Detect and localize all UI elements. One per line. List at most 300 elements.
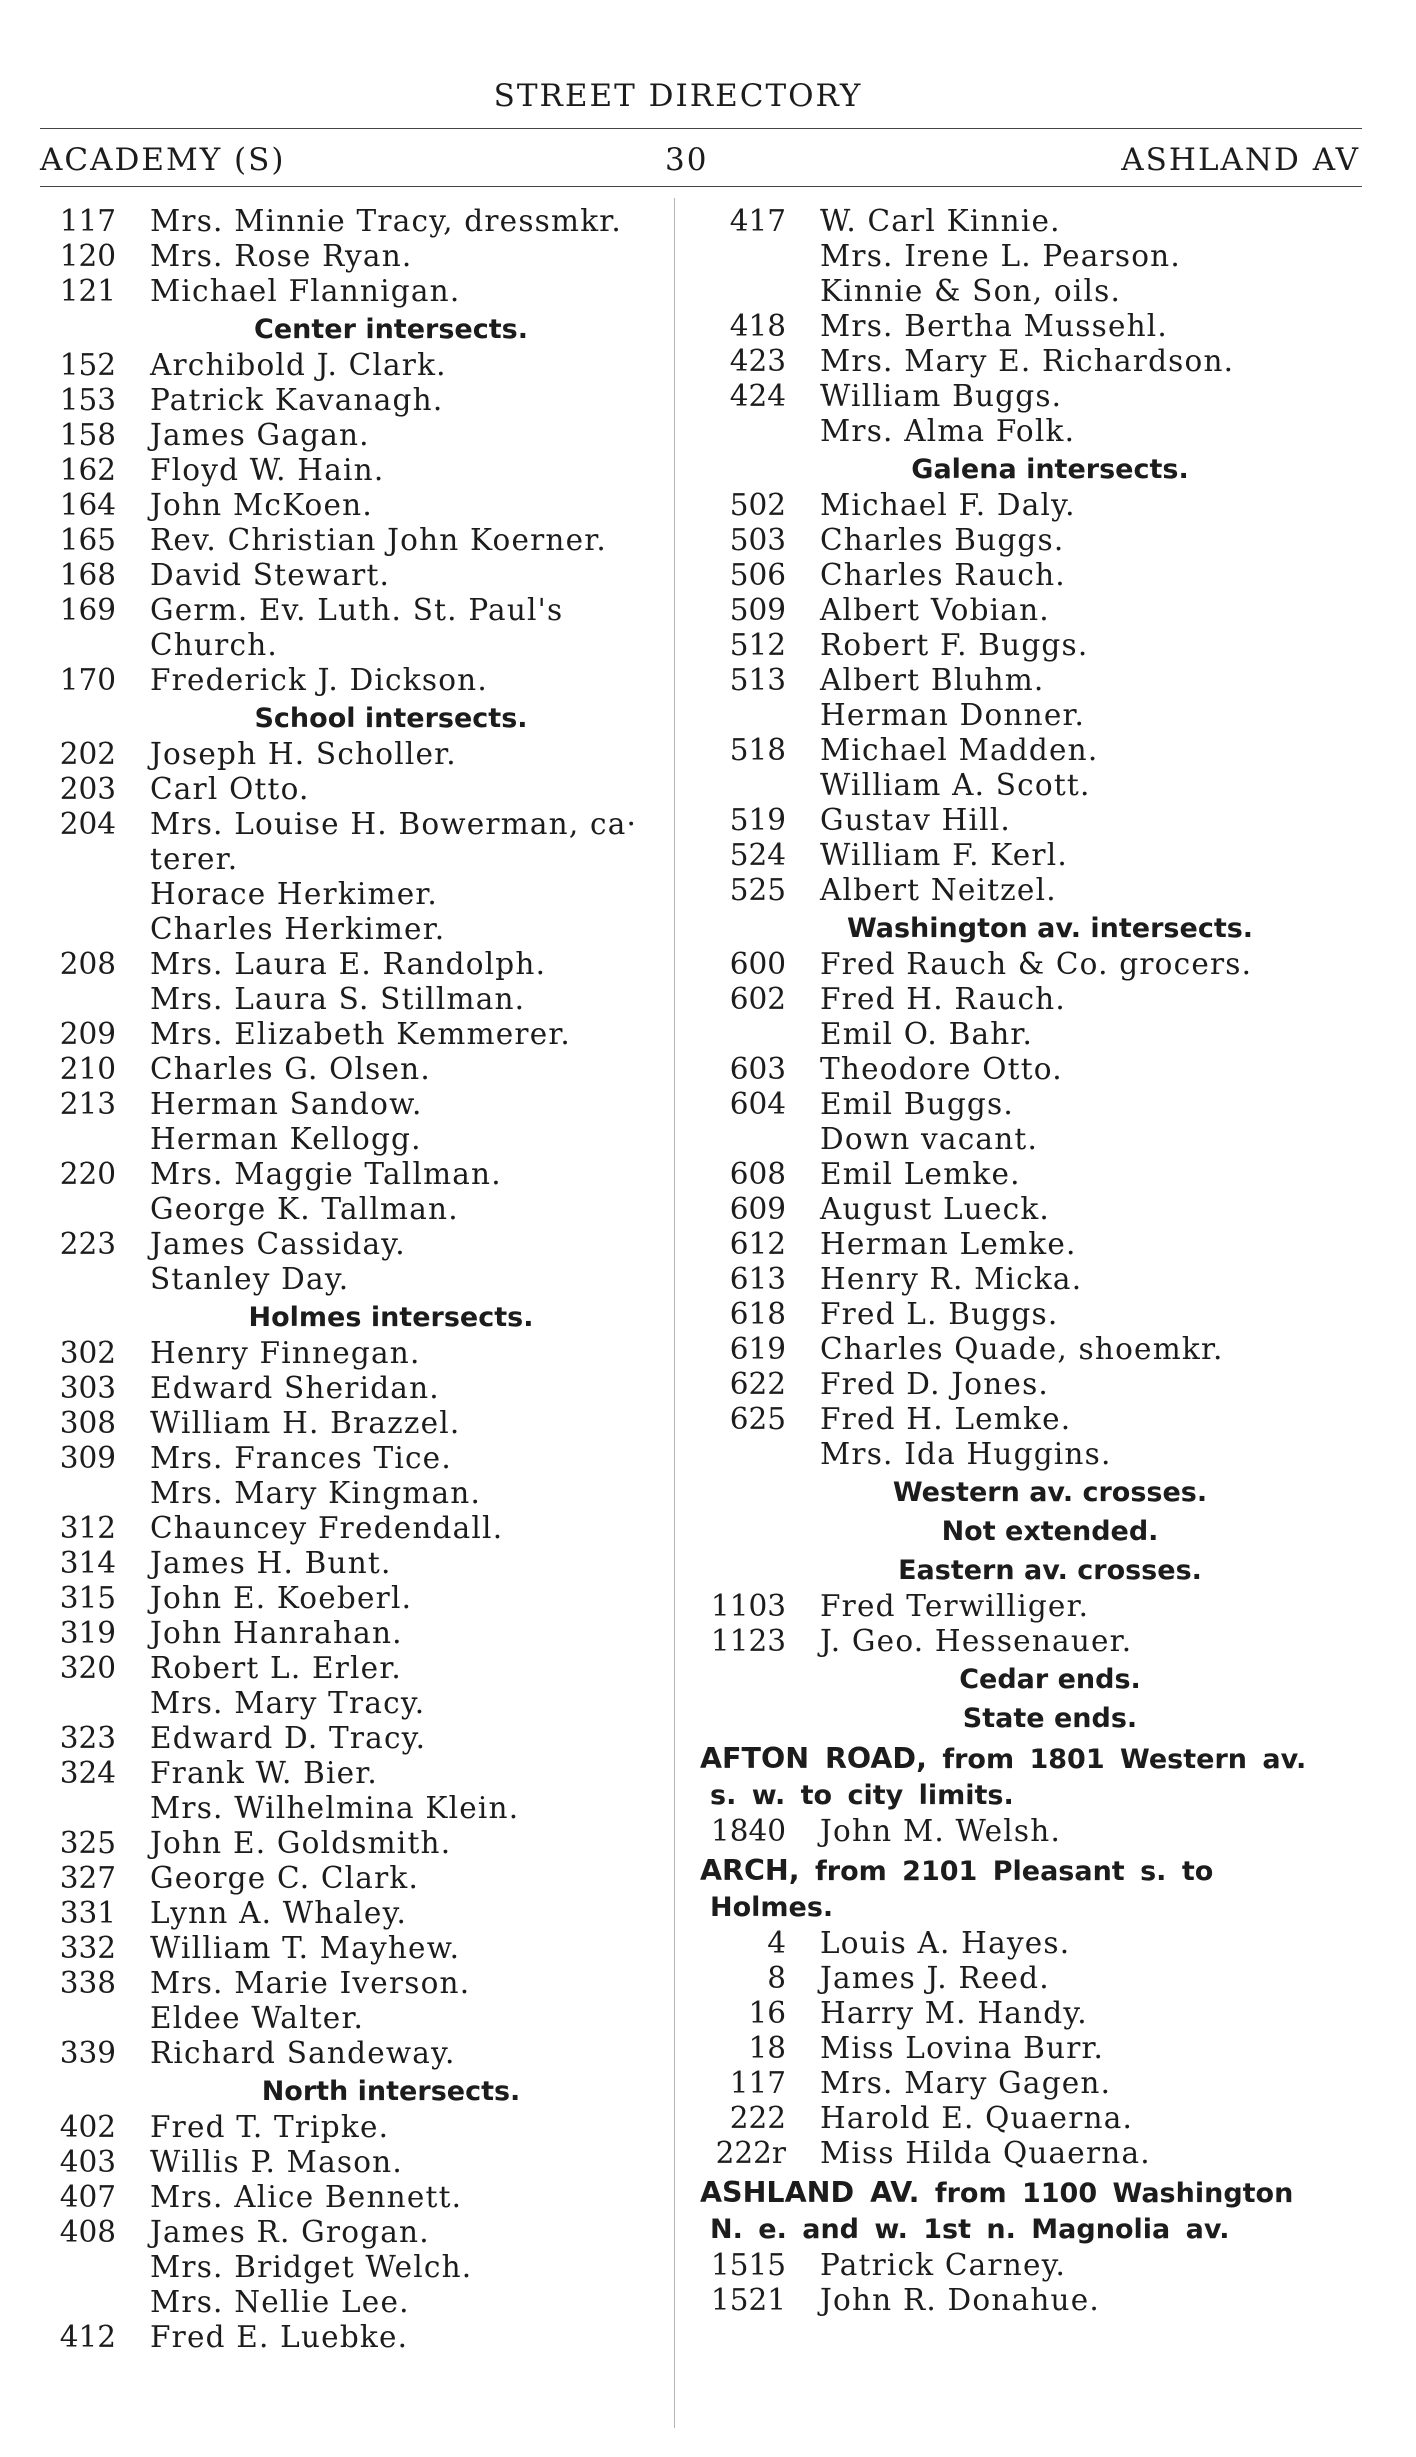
house-number: 202 xyxy=(59,737,116,771)
resident-name: Mrs. Laura S. Stillman. xyxy=(150,982,526,1016)
house-number: 152 xyxy=(59,348,116,382)
resident-name: Fred L. Buggs. xyxy=(820,1297,1059,1331)
house-number: 117 xyxy=(729,2066,786,2100)
house-number: 168 xyxy=(59,558,116,592)
running-header-right: ASHLAND AV xyxy=(1121,142,1360,178)
house-number: 407 xyxy=(59,2180,116,2214)
house-number xyxy=(700,274,820,309)
directory-entry xyxy=(700,733,1340,768)
intersection-heading: Washington av. intersects. xyxy=(846,913,1254,944)
resident-name: Michael F. Daly. xyxy=(820,488,1076,522)
resident-name: Edward Sheridan. xyxy=(150,1371,440,1405)
left-column xyxy=(40,204,662,2355)
directory-entry xyxy=(700,1926,1340,1961)
house-number xyxy=(40,982,150,1017)
resident-name: Mrs. Louise H. Bowerman, ca· xyxy=(150,807,638,841)
directory-entry xyxy=(40,1476,662,1511)
house-number: 320 xyxy=(59,1651,116,1685)
resident-name: Fred E. Luebke. xyxy=(150,2320,409,2354)
house-number xyxy=(700,1122,820,1157)
directory-entry xyxy=(700,1367,1340,1402)
house-number xyxy=(40,2250,150,2285)
resident-name: August Lueck. xyxy=(820,1192,1050,1226)
resident-name: terer. xyxy=(150,842,239,876)
directory-entry xyxy=(40,1756,662,1791)
resident-name: Fred Rauch & Co. grocers. xyxy=(820,947,1253,981)
directory-entry xyxy=(700,274,1340,309)
house-number xyxy=(700,1437,820,1472)
directory-entry xyxy=(40,1441,662,1476)
house-number: 512 xyxy=(729,628,786,662)
house-number: 120 xyxy=(59,239,116,273)
directory-entry xyxy=(40,1581,662,1616)
house-number xyxy=(40,2285,150,2320)
resident-name: Rev. Christian John Koerner. xyxy=(150,523,607,557)
house-number: 1103 xyxy=(710,1589,786,1623)
resident-name: James J. Reed. xyxy=(820,1961,1050,1995)
directory-entry xyxy=(40,663,662,698)
top-rule xyxy=(40,128,1362,129)
resident-name: Patrick Carney. xyxy=(820,2248,1067,2282)
house-number xyxy=(40,1476,150,1511)
directory-entry xyxy=(700,1122,1340,1157)
resident-name: William T. Mayhew. xyxy=(150,1931,461,1965)
directory-entry xyxy=(40,947,662,982)
directory-entry xyxy=(700,1262,1340,1297)
directory-entry xyxy=(700,2066,1340,2101)
resident-name: Mrs. Laura E. Randolph. xyxy=(150,947,547,981)
resident-name: Charles Quade, shoemkr. xyxy=(820,1332,1224,1366)
resident-name: Church. xyxy=(150,628,278,662)
directory-entry xyxy=(40,204,662,239)
house-number: 319 xyxy=(59,1616,116,1650)
directory-entry xyxy=(40,274,662,309)
resident-name: Edward D. Tracy. xyxy=(150,1721,427,1755)
directory-entry xyxy=(40,1791,662,1826)
directory-entry xyxy=(700,1437,1340,1472)
directory-entry xyxy=(700,414,1340,449)
house-number: 1515 xyxy=(710,2248,786,2282)
house-number: 600 xyxy=(729,947,786,981)
directory-entry xyxy=(700,2031,1340,2066)
house-number xyxy=(40,1262,150,1297)
directory-entry xyxy=(40,1896,662,1931)
house-number: 503 xyxy=(729,523,786,557)
house-number: 220 xyxy=(59,1157,116,1191)
street-name: ARCH, xyxy=(700,1854,800,1887)
directory-entry xyxy=(40,239,662,274)
resident-name: Charles Buggs. xyxy=(820,523,1065,557)
directory-entry xyxy=(40,2001,662,2036)
resident-name: John M. Welsh. xyxy=(820,1814,1062,1848)
street-heading xyxy=(700,1849,1340,1926)
directory-entry xyxy=(40,348,662,383)
house-number: 408 xyxy=(59,2215,116,2249)
house-number: 1521 xyxy=(710,2283,786,2317)
house-number: 618 xyxy=(729,1297,786,1331)
house-number: 324 xyxy=(59,1756,116,1790)
resident-name: W. Carl Kinnie. xyxy=(820,204,1061,238)
resident-name: John Hanrahan. xyxy=(150,1616,403,1650)
directory-entry xyxy=(40,1546,662,1581)
directory-entry xyxy=(40,1721,662,1756)
house-number: 506 xyxy=(729,558,786,592)
directory-entry xyxy=(700,2136,1340,2171)
directory-entry xyxy=(40,1336,662,1371)
resident-name: William H. Brazzel. xyxy=(150,1406,461,1440)
house-number: 412 xyxy=(59,2320,116,2354)
resident-name: Harry M. Handy. xyxy=(820,1996,1088,2030)
house-number: 418 xyxy=(729,309,786,343)
house-number xyxy=(40,1192,150,1227)
house-number xyxy=(700,1017,820,1052)
house-number xyxy=(40,1686,150,1721)
house-number: 613 xyxy=(729,1262,786,1296)
resident-name: Robert L. Erler. xyxy=(150,1651,402,1685)
resident-name: John E. Goldsmith. xyxy=(150,1826,452,1860)
house-number: 423 xyxy=(729,344,786,378)
directory-entry xyxy=(40,1157,662,1192)
directory-entry xyxy=(700,488,1340,523)
resident-name: Mrs. Elizabeth Kemmerer. xyxy=(150,1017,572,1051)
resident-name: James Gagan. xyxy=(150,418,370,452)
header-rule xyxy=(40,186,1362,187)
resident-name: Chauncey Fredendall. xyxy=(150,1511,504,1545)
directory-entry xyxy=(40,1227,662,1262)
house-number: 622 xyxy=(729,1367,786,1401)
page-title: STREET DIRECTORY xyxy=(493,78,863,114)
resident-name: Mrs. Minnie Tracy, dressmkr. xyxy=(150,204,622,238)
directory-entry xyxy=(40,593,662,628)
house-number: 162 xyxy=(59,453,116,487)
house-number: 204 xyxy=(59,807,116,841)
house-number: 158 xyxy=(59,418,116,452)
directory-entry xyxy=(40,912,662,947)
house-number xyxy=(700,239,820,274)
house-number: 16 xyxy=(748,1996,786,2030)
intersection-heading: Eastern av. crosses. xyxy=(898,1555,1202,1586)
house-number: 209 xyxy=(59,1017,116,1051)
directory-entry xyxy=(700,663,1340,698)
directory-entry xyxy=(700,1589,1340,1624)
directory-entry xyxy=(40,877,662,912)
resident-name: Frederick J. Dickson. xyxy=(150,663,488,697)
directory-entry xyxy=(700,344,1340,379)
directory-entry xyxy=(40,1686,662,1721)
directory-entry xyxy=(700,379,1340,414)
directory-entry xyxy=(700,1297,1340,1332)
directory-entry xyxy=(40,488,662,523)
intersection-heading: Not extended. xyxy=(941,1516,1159,1547)
resident-name: Henry Finnegan. xyxy=(150,1336,421,1370)
directory-entry xyxy=(700,947,1340,982)
house-number: 524 xyxy=(729,838,786,872)
resident-name: Albert Bluhm. xyxy=(820,663,1045,697)
running-header-left: ACADEMY (S) xyxy=(40,142,286,178)
resident-name: Mrs. Irene L. Pearson. xyxy=(820,239,1181,273)
resident-name: Fred Terwilliger. xyxy=(820,1589,1090,1623)
house-number: 170 xyxy=(59,663,116,697)
house-number: 603 xyxy=(729,1052,786,1086)
resident-name: Carl Otto. xyxy=(150,772,310,806)
intersection-heading: Cedar ends. xyxy=(959,1664,1141,1695)
directory-entry xyxy=(40,453,662,488)
intersection-heading: Galena intersects. xyxy=(911,454,1189,485)
resident-name: Mrs. Bertha Mussehl. xyxy=(820,309,1169,343)
directory-entry xyxy=(700,1332,1340,1367)
house-number: 314 xyxy=(59,1546,116,1580)
house-number: 1840 xyxy=(710,1814,786,1848)
resident-name: Mrs. Wilhelmina Klein. xyxy=(150,1791,520,1825)
directory-entry xyxy=(700,204,1340,239)
directory-entry xyxy=(700,593,1340,628)
directory-entry xyxy=(700,838,1340,873)
directory-entry xyxy=(700,873,1340,908)
resident-name: Harold E. Quaerna. xyxy=(820,2101,1134,2135)
house-number: 8 xyxy=(767,1961,786,1995)
directory-entry xyxy=(700,1192,1340,1227)
street-name: ASHLAND AV. xyxy=(700,2176,920,2209)
resident-name: William A. Scott. xyxy=(820,768,1091,802)
resident-name: Michael Madden. xyxy=(820,733,1099,767)
resident-name: George K. Tallman. xyxy=(150,1192,459,1226)
resident-name: Henry R. Micka. xyxy=(820,1262,1083,1296)
directory-entry xyxy=(40,1192,662,1227)
resident-name: Fred H. Lemke. xyxy=(820,1402,1072,1436)
directory-entry xyxy=(700,1814,1340,1849)
house-number: 315 xyxy=(59,1581,116,1615)
house-number: 502 xyxy=(729,488,786,522)
house-number: 165 xyxy=(59,523,116,557)
resident-name: William Buggs. xyxy=(820,379,1063,413)
resident-name: Mrs. Marie Iverson. xyxy=(150,1966,471,2000)
resident-name: Mrs. Ida Huggins. xyxy=(820,1437,1112,1471)
resident-name: Mrs. Rose Ryan. xyxy=(150,239,413,273)
house-number: 222r xyxy=(715,2136,786,2170)
house-number xyxy=(40,842,150,877)
directory-entry xyxy=(700,1227,1340,1262)
resident-name: John E. Koeberl. xyxy=(150,1581,413,1615)
house-number xyxy=(40,912,150,947)
house-number: 338 xyxy=(59,1966,116,2000)
house-number: 121 xyxy=(59,274,116,308)
house-number: 332 xyxy=(59,1931,116,1965)
house-number: 602 xyxy=(729,982,786,1016)
street-description: from 1100 Washington N. e. and w. 1st n. Magnolia av. xyxy=(710,2178,1294,2245)
house-number xyxy=(40,2001,150,2036)
resident-name: John R. Donahue. xyxy=(820,2283,1100,2317)
house-number: 619 xyxy=(729,1332,786,1366)
directory-entry xyxy=(700,982,1340,1017)
house-number: 1123 xyxy=(710,1624,786,1658)
resident-name: Albert Neitzel. xyxy=(820,873,1057,907)
house-number: 518 xyxy=(729,733,786,767)
house-number xyxy=(40,1791,150,1826)
resident-name: Herman Donner. xyxy=(820,698,1086,732)
resident-name: Mrs. Alice Bennett. xyxy=(150,2180,463,2214)
resident-name: David Stewart. xyxy=(150,558,391,592)
resident-name: Charles G. Olsen. xyxy=(150,1052,431,1086)
page-number: 30 xyxy=(665,142,709,178)
resident-name: Fred T. Tripke. xyxy=(150,2110,390,2144)
resident-name: Down vacant. xyxy=(820,1122,1039,1156)
house-number: 153 xyxy=(59,383,116,417)
house-number: 223 xyxy=(59,1227,116,1261)
house-number: 625 xyxy=(729,1402,786,1436)
intersection-heading: State ends. xyxy=(962,1703,1138,1734)
directory-entry xyxy=(40,1371,662,1406)
resident-name: Germ. Ev. Luth. St. Paul's xyxy=(150,593,564,627)
house-number: 325 xyxy=(59,1826,116,1860)
directory-entry xyxy=(700,803,1340,838)
directory-entry xyxy=(40,982,662,1017)
intersection-heading: North intersects. xyxy=(261,2076,521,2107)
directory-entry xyxy=(40,2145,662,2180)
resident-name: Herman Lemke. xyxy=(820,1227,1077,1261)
directory-entry xyxy=(40,2250,662,2285)
directory-entry xyxy=(40,2110,662,2145)
directory-entry xyxy=(40,1052,662,1087)
resident-name: James R. Grogan. xyxy=(150,2215,430,2249)
right-column xyxy=(700,204,1340,2318)
directory-entry xyxy=(700,628,1340,663)
resident-name: Charles Herkimer. xyxy=(150,912,446,946)
resident-name: Michael Flannigan. xyxy=(150,274,461,308)
directory-entry xyxy=(40,523,662,558)
resident-name: Charles Rauch. xyxy=(820,558,1066,592)
resident-name: Fred H. Rauch. xyxy=(820,982,1066,1016)
resident-name: Mrs. Bridget Welch. xyxy=(150,2250,473,2284)
house-number: 18 xyxy=(748,2031,786,2065)
directory-entry xyxy=(700,239,1340,274)
intersection-heading: Holmes intersects. xyxy=(248,1302,534,1333)
resident-name: Horace Herkimer. xyxy=(150,877,438,911)
directory-entry xyxy=(700,523,1340,558)
directory-entry xyxy=(40,1616,662,1651)
resident-name: John McKoen. xyxy=(150,488,373,522)
resident-name: Robert F. Buggs. xyxy=(820,628,1089,662)
resident-name: Floyd W. Hain. xyxy=(150,453,385,487)
house-number: 609 xyxy=(729,1192,786,1226)
directory-entry xyxy=(40,807,662,842)
resident-name: Mrs. Nellie Lee. xyxy=(150,2285,410,2319)
directory-entry xyxy=(40,1262,662,1297)
street-name: AFTON ROAD, xyxy=(700,1742,927,1775)
resident-name: Mrs. Frances Tice. xyxy=(150,1441,452,1475)
house-number: 312 xyxy=(59,1511,116,1545)
directory-entry xyxy=(700,1087,1340,1122)
resident-name: Miss Hilda Quaerna. xyxy=(820,2136,1151,2170)
resident-name: Mrs. Mary Kingman. xyxy=(150,1476,482,1510)
directory-entry xyxy=(700,1624,1340,1659)
directory-entry xyxy=(40,2036,662,2071)
directory-entry xyxy=(40,2285,662,2320)
house-number: 309 xyxy=(59,1441,116,1475)
resident-name: Mrs. Maggie Tallman. xyxy=(150,1157,502,1191)
directory-entry xyxy=(700,2248,1340,2283)
directory-entry xyxy=(700,1157,1340,1192)
resident-name: Kinnie & Son, oils. xyxy=(820,274,1122,308)
resident-name: George C. Clark. xyxy=(150,1861,420,1895)
column-divider xyxy=(674,198,675,2428)
directory-entry xyxy=(700,2283,1340,2318)
house-number: 169 xyxy=(59,593,116,627)
directory-entry xyxy=(700,2101,1340,2136)
resident-name: Miss Lovina Burr. xyxy=(820,2031,1105,2065)
resident-name: Joseph H. Scholler. xyxy=(150,737,457,771)
house-number: 327 xyxy=(59,1861,116,1895)
directory-entry xyxy=(700,1052,1340,1087)
house-number: 213 xyxy=(59,1087,116,1121)
resident-name: Louis A. Hayes. xyxy=(820,1926,1071,1960)
directory-entry xyxy=(700,309,1340,344)
directory-entry xyxy=(40,418,662,453)
directory-entry xyxy=(700,768,1340,803)
street-heading xyxy=(700,2171,1340,2248)
directory-entry xyxy=(40,1511,662,1546)
directory-entry xyxy=(40,842,662,877)
house-number: 424 xyxy=(729,379,786,413)
resident-name: James H. Bunt. xyxy=(150,1546,392,1580)
directory-entry xyxy=(40,1406,662,1441)
directory-entry xyxy=(40,737,662,772)
resident-name: Mrs. Mary E. Richardson. xyxy=(820,344,1235,378)
running-header xyxy=(40,142,1360,182)
resident-name: Gustav Hill. xyxy=(820,803,1011,837)
house-number: 513 xyxy=(729,663,786,697)
resident-name: Archibold J. Clark. xyxy=(150,348,447,382)
resident-name: Mrs. Mary Tracy. xyxy=(150,1686,426,1720)
directory-entry xyxy=(40,1826,662,1861)
house-number xyxy=(40,628,150,663)
house-number: 222 xyxy=(729,2101,786,2135)
directory-entry xyxy=(40,2180,662,2215)
resident-name: Theodore Otto. xyxy=(820,1052,1063,1086)
house-number: 303 xyxy=(59,1371,116,1405)
intersection-heading: Western av. crosses. xyxy=(892,1477,1208,1508)
house-number xyxy=(40,1122,150,1157)
directory-entry xyxy=(40,383,662,418)
directory-entry xyxy=(40,1122,662,1157)
resident-name: Herman Sandow. xyxy=(150,1087,423,1121)
resident-name: Richard Sandeway. xyxy=(150,2036,456,2070)
directory-entry xyxy=(40,1966,662,2001)
directory-entry xyxy=(40,558,662,593)
resident-name: Lynn A. Whaley. xyxy=(150,1896,408,1930)
directory-entry xyxy=(40,1931,662,1966)
directory-entry xyxy=(40,1017,662,1052)
directory-entry xyxy=(700,698,1340,733)
directory-entry xyxy=(40,2215,662,2250)
street-heading xyxy=(700,1737,1340,1814)
resident-name: Patrick Kavanagh. xyxy=(150,383,444,417)
directory-entry xyxy=(700,1017,1340,1052)
house-number: 604 xyxy=(729,1087,786,1121)
directory-entry xyxy=(700,1402,1340,1437)
resident-name: Eldee Walter. xyxy=(150,2001,365,2035)
resident-name: Herman Kellogg. xyxy=(150,1122,422,1156)
house-number xyxy=(40,877,150,912)
house-number: 323 xyxy=(59,1721,116,1755)
house-number: 117 xyxy=(59,204,116,238)
house-number: 525 xyxy=(729,873,786,907)
resident-name: Mrs. Alma Folk. xyxy=(820,414,1076,448)
street-description: from 1801 Western av. s. w. to city limits. xyxy=(710,1744,1307,1811)
house-number: 331 xyxy=(59,1896,116,1930)
house-number: 608 xyxy=(729,1157,786,1191)
house-number: 164 xyxy=(59,488,116,522)
resident-name: J. Geo. Hessenauer. xyxy=(820,1624,1133,1658)
